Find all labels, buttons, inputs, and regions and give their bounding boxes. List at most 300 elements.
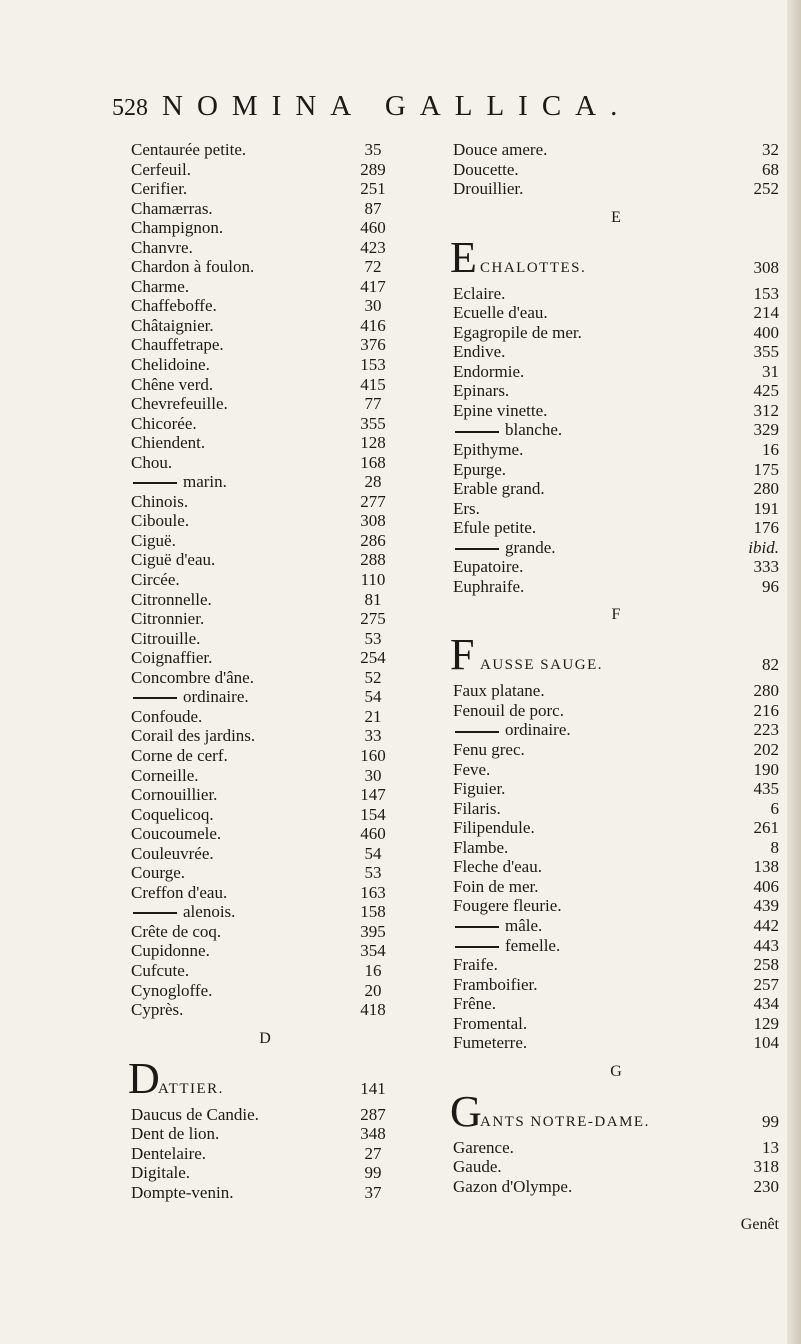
index-entry bbox=[453, 994, 779, 1014]
page-number: 528 bbox=[112, 95, 148, 121]
entry-page: 348 bbox=[360, 1124, 386, 1144]
entry-page: 16 bbox=[762, 440, 779, 460]
ditto-dash bbox=[455, 926, 499, 928]
entry-term: Coucoumele. bbox=[131, 824, 222, 844]
entry-term: Crête de coq. bbox=[131, 921, 222, 941]
entry-page: 202 bbox=[753, 740, 779, 760]
entry-page: 333 bbox=[753, 557, 779, 577]
lead-term: ATTIER. bbox=[158, 1080, 224, 1097]
drop-initial: E bbox=[450, 232, 477, 282]
entry-page: 154 bbox=[360, 804, 386, 824]
entry-term: Cyprès. bbox=[131, 1000, 184, 1020]
entry-page: 289 bbox=[360, 159, 386, 179]
index-entry bbox=[131, 316, 399, 336]
index-entry bbox=[453, 284, 779, 304]
left-column bbox=[128, 140, 399, 1202]
index-entry bbox=[131, 590, 399, 610]
drop-initial: F bbox=[450, 630, 475, 680]
index-entry bbox=[453, 779, 779, 799]
entry-page: 129 bbox=[753, 1013, 779, 1033]
entry-page: 287 bbox=[360, 1104, 386, 1124]
entry-page: 423 bbox=[360, 237, 386, 257]
index-entry bbox=[453, 720, 779, 740]
entry-term: Cynogloffe. bbox=[131, 980, 213, 1000]
entry-page: 417 bbox=[360, 276, 386, 296]
entry-page: 68 bbox=[762, 159, 779, 179]
entry-term: Coignaffier. bbox=[131, 648, 213, 668]
entry-term: Erable grand. bbox=[453, 479, 545, 499]
entry-page: 21 bbox=[364, 706, 382, 726]
index-entry bbox=[131, 1124, 399, 1144]
section-lead-entry bbox=[450, 630, 779, 681]
index-entry bbox=[453, 362, 779, 382]
entry-term: Citrouille. bbox=[131, 628, 201, 648]
index-entry bbox=[131, 570, 399, 590]
index-entry bbox=[453, 303, 779, 323]
catchword-row bbox=[453, 1196, 779, 1234]
entry-term: Fleche d'eau. bbox=[453, 857, 542, 877]
entry-page: 6 bbox=[770, 798, 779, 818]
entry-page: 158 bbox=[360, 902, 386, 922]
index-entry bbox=[453, 799, 779, 819]
entry-page: 230 bbox=[753, 1176, 779, 1196]
entry-page: 72 bbox=[364, 257, 382, 277]
entry-page: 435 bbox=[753, 779, 779, 799]
entry-page: 54 bbox=[364, 687, 382, 707]
entry-term: Châtaignier. bbox=[131, 315, 214, 335]
running-title: NOMINA GALLICA. bbox=[162, 90, 632, 122]
entry-page: 27 bbox=[364, 1143, 382, 1163]
entry-term: Concombre d'âne. bbox=[131, 667, 254, 687]
index-entry bbox=[131, 726, 399, 746]
entry-page: 355 bbox=[753, 342, 779, 362]
entry-page: 77 bbox=[364, 394, 382, 414]
entry-page: 110 bbox=[360, 570, 386, 590]
entry-page: 31 bbox=[762, 361, 779, 381]
entry-term: Chou. bbox=[131, 452, 173, 472]
entry-term: Drouillier. bbox=[453, 179, 524, 199]
entry-page: 30 bbox=[364, 765, 382, 785]
entry-page: 37 bbox=[364, 1182, 382, 1202]
catchword: Genêt bbox=[740, 1216, 779, 1234]
entry-term: Dentelaire. bbox=[131, 1143, 207, 1163]
entry-term: Charme. bbox=[131, 276, 190, 296]
ditto-dash bbox=[133, 912, 177, 914]
page-edge bbox=[787, 0, 801, 1344]
entry-term: Framboifier. bbox=[453, 974, 538, 994]
ditto-dash bbox=[133, 482, 177, 484]
index-entry bbox=[453, 323, 779, 343]
entry-term: Cupidonne. bbox=[131, 941, 210, 961]
entry-term: Centaurée petite. bbox=[131, 140, 247, 159]
entry-term: Corneille. bbox=[131, 765, 199, 785]
entry-term: ordinaire. bbox=[453, 720, 571, 740]
index-entry bbox=[453, 857, 779, 877]
entry-term: blanche. bbox=[453, 420, 562, 440]
entry-page: 251 bbox=[360, 179, 386, 199]
index-entry bbox=[453, 1033, 779, 1053]
index-entry bbox=[131, 414, 399, 434]
index-entry bbox=[131, 296, 399, 316]
entry-term: Frêne. bbox=[453, 994, 496, 1014]
index-entry bbox=[131, 1105, 399, 1125]
entry-page: 99 bbox=[364, 1163, 382, 1183]
index-entry bbox=[131, 746, 399, 766]
ditto-dash bbox=[133, 697, 177, 699]
entry-page: 104 bbox=[753, 1033, 779, 1053]
index-entry bbox=[131, 531, 399, 551]
index-entry bbox=[453, 401, 779, 421]
entry-page: 175 bbox=[753, 459, 779, 479]
index-entry bbox=[453, 342, 779, 362]
entry-page: 20 bbox=[364, 980, 382, 1000]
section-letter: D bbox=[259, 1029, 271, 1047]
index-entry bbox=[453, 681, 779, 701]
entry-term: Gazon d'Olympe. bbox=[453, 1176, 573, 1196]
entry-page: 277 bbox=[360, 491, 386, 511]
entry-page: 318 bbox=[753, 1157, 779, 1177]
index-entry bbox=[453, 916, 779, 936]
index-entry bbox=[453, 557, 779, 577]
index-entry bbox=[453, 179, 779, 199]
entry-page: 418 bbox=[360, 1000, 386, 1020]
entry-page: 460 bbox=[360, 218, 386, 238]
drop-initial: G bbox=[450, 1086, 482, 1136]
ditto-dash bbox=[455, 431, 499, 433]
index-entry bbox=[131, 355, 399, 375]
index-entry bbox=[131, 1183, 399, 1203]
entry-page: 81 bbox=[364, 589, 382, 609]
index-entry bbox=[453, 1177, 779, 1197]
index-entry bbox=[131, 160, 399, 180]
index-entry bbox=[131, 453, 399, 473]
entry-page: 191 bbox=[753, 498, 779, 518]
entry-page: 288 bbox=[360, 550, 386, 570]
entry-term: Cufcute. bbox=[131, 960, 190, 980]
entry-page: 87 bbox=[364, 198, 382, 218]
entry-term: Chanvre. bbox=[131, 237, 193, 257]
index-entry bbox=[131, 883, 399, 903]
index-entry bbox=[131, 375, 399, 395]
entry-page: 168 bbox=[360, 452, 386, 472]
index-entry bbox=[453, 518, 779, 538]
entry-page: 439 bbox=[753, 896, 779, 916]
index-entry bbox=[453, 818, 779, 838]
entry-page: 280 bbox=[753, 681, 779, 701]
entry-term: Chaffeboffe. bbox=[131, 296, 217, 316]
page-header bbox=[112, 90, 672, 123]
entry-term: Chiendent. bbox=[131, 433, 206, 453]
entry-page: 223 bbox=[753, 720, 779, 740]
entry-term: alenois. bbox=[131, 902, 235, 922]
entry-term: Euphraife. bbox=[453, 576, 525, 596]
entry-term: Chevrefeuille. bbox=[131, 394, 228, 414]
section-lead-entry bbox=[450, 1086, 779, 1138]
entry-page: 312 bbox=[753, 400, 779, 420]
index-entry bbox=[131, 687, 399, 707]
entry-term: mâle. bbox=[453, 916, 542, 936]
index-entry bbox=[453, 440, 779, 460]
entry-page: 163 bbox=[360, 882, 386, 902]
entry-term: Chauffetrape. bbox=[131, 335, 224, 355]
entry-term: Coquelicoq. bbox=[131, 804, 214, 824]
ditto-dash bbox=[455, 548, 499, 550]
entry-term: Fenu grec. bbox=[453, 740, 525, 760]
entry-page: 176 bbox=[753, 518, 779, 538]
index-entry bbox=[131, 199, 399, 219]
entry-term: Doucette. bbox=[453, 159, 519, 179]
entry-term: Faux platane. bbox=[453, 681, 545, 701]
index-entry bbox=[453, 499, 779, 519]
index-entry bbox=[453, 936, 779, 956]
entry-page: 308 bbox=[360, 511, 386, 531]
entry-page: 376 bbox=[360, 335, 386, 355]
index-entry bbox=[131, 492, 399, 512]
entry-page: 96 bbox=[762, 576, 779, 596]
index-entry bbox=[131, 863, 399, 883]
index-entry bbox=[131, 394, 399, 414]
entry-term: Digitale. bbox=[131, 1163, 191, 1183]
index-entry bbox=[131, 218, 399, 238]
entry-page: 400 bbox=[753, 322, 779, 342]
entry-page: 434 bbox=[753, 994, 779, 1014]
entry-term: Filaris. bbox=[453, 798, 501, 818]
entry-page: 354 bbox=[360, 941, 386, 961]
entry-page: 141 bbox=[360, 1078, 386, 1098]
entry-term: Foin de mer. bbox=[453, 876, 539, 896]
entry-term: grande. bbox=[453, 538, 556, 558]
entry-term: Dent de lion. bbox=[131, 1124, 220, 1144]
index-entry bbox=[453, 479, 779, 499]
index-entry bbox=[131, 277, 399, 297]
entry-page: 252 bbox=[753, 179, 779, 199]
entry-page: 442 bbox=[753, 915, 779, 935]
index-entry bbox=[453, 160, 779, 180]
entry-term: Chinois. bbox=[131, 491, 189, 511]
entry-page: 54 bbox=[364, 843, 382, 863]
entry-term: Fougere fleurie. bbox=[453, 896, 562, 916]
entry-term: Filipendule. bbox=[453, 818, 535, 838]
entry-page: 52 bbox=[364, 667, 382, 687]
index-entry bbox=[453, 760, 779, 780]
index-entry bbox=[453, 877, 779, 897]
entry-term: marin. bbox=[131, 472, 227, 492]
entry-page: 425 bbox=[753, 381, 779, 401]
index-entry bbox=[453, 740, 779, 760]
entry-page: 416 bbox=[360, 315, 386, 335]
entry-term: Ecuelle d'eau. bbox=[453, 303, 548, 323]
entry-term: Chêne verd. bbox=[131, 374, 214, 394]
index-entry bbox=[453, 896, 779, 916]
entry-page: 329 bbox=[753, 420, 779, 440]
entry-term: Flambe. bbox=[453, 837, 509, 857]
index-entry bbox=[131, 609, 399, 629]
index-entry bbox=[131, 707, 399, 727]
entry-term: Chardon à foulon. bbox=[131, 257, 255, 277]
index-entry bbox=[131, 238, 399, 258]
entry-term: Corail des jardins. bbox=[131, 726, 256, 746]
index-entry bbox=[131, 961, 399, 981]
lead-term: CHALOTTES. bbox=[480, 259, 587, 276]
entry-term: Creffon d'eau. bbox=[131, 882, 228, 902]
entry-page: 33 bbox=[364, 726, 382, 746]
index-entry bbox=[131, 179, 399, 199]
entry-term: Fraife. bbox=[453, 955, 498, 975]
entry-term: Douce amere. bbox=[453, 140, 548, 159]
entry-term: Figuier. bbox=[453, 779, 506, 799]
entry-page: 308 bbox=[753, 257, 779, 277]
index-entry bbox=[453, 577, 779, 597]
entry-term: ordinaire. bbox=[131, 687, 249, 707]
index-entry bbox=[453, 975, 779, 995]
index-entry bbox=[131, 824, 399, 844]
index-entry bbox=[131, 1000, 399, 1020]
entry-page: 13 bbox=[762, 1137, 779, 1157]
entry-page: 128 bbox=[360, 433, 386, 453]
entry-term: Champignon. bbox=[131, 218, 224, 238]
entry-term: Chicorée. bbox=[131, 413, 197, 433]
entry-page: 82 bbox=[762, 655, 779, 675]
index-entry bbox=[131, 140, 399, 160]
entry-term: Fromental. bbox=[453, 1013, 528, 1033]
index-entry bbox=[453, 838, 779, 858]
section-lead-entry bbox=[128, 1053, 399, 1105]
entry-term: Garence. bbox=[453, 1137, 514, 1157]
index-entry bbox=[131, 785, 399, 805]
index-entry bbox=[131, 257, 399, 277]
entry-term: Ciguë d'eau. bbox=[131, 550, 216, 570]
index-entry bbox=[131, 668, 399, 688]
entry-term: Feve. bbox=[453, 759, 491, 779]
entry-term: Epithyme. bbox=[453, 440, 524, 460]
index-entry bbox=[453, 538, 779, 558]
entry-term: Chelidoine. bbox=[131, 355, 210, 375]
index-entry bbox=[131, 335, 399, 355]
entry-page: 16 bbox=[364, 960, 382, 980]
entry-page: 153 bbox=[360, 355, 386, 375]
entry-page: 53 bbox=[364, 863, 382, 883]
ditto-dash bbox=[455, 946, 499, 948]
entry-term: Courge. bbox=[131, 863, 185, 883]
index-entry bbox=[131, 766, 399, 786]
entry-page: 190 bbox=[753, 759, 779, 779]
entry-page: 8 bbox=[770, 837, 779, 857]
entry-term: Couleuvrée. bbox=[131, 843, 214, 863]
section-lead-entry bbox=[450, 232, 779, 284]
entry-page: 286 bbox=[360, 530, 386, 550]
entry-page: 355 bbox=[360, 413, 386, 433]
entry-page: 214 bbox=[753, 303, 779, 323]
index-entry bbox=[131, 472, 399, 492]
index-entry bbox=[131, 922, 399, 942]
entry-term: Cerifier. bbox=[131, 179, 188, 199]
entry-term: femelle. bbox=[453, 936, 560, 956]
entry-page: 406 bbox=[753, 876, 779, 896]
entry-term: Epurge. bbox=[453, 459, 507, 479]
ditto-dash bbox=[455, 731, 499, 733]
entry-page: 395 bbox=[360, 921, 386, 941]
entry-term: Cerfeuil. bbox=[131, 159, 191, 179]
index-entry bbox=[453, 420, 779, 440]
index-entry bbox=[131, 648, 399, 668]
entry-term: Epinars. bbox=[453, 381, 510, 401]
section-letter: E bbox=[611, 208, 621, 226]
entry-page: 216 bbox=[753, 700, 779, 720]
index-entry bbox=[131, 1144, 399, 1164]
entry-term: Cornouillier. bbox=[131, 785, 218, 805]
entry-term: Endive. bbox=[453, 342, 506, 362]
entry-page: 35 bbox=[364, 140, 382, 159]
index-entry bbox=[453, 381, 779, 401]
entry-term: Eclaire. bbox=[453, 283, 506, 303]
entry-page: 443 bbox=[753, 935, 779, 955]
right-column bbox=[450, 140, 779, 1234]
entry-page: 160 bbox=[360, 745, 386, 765]
entry-page: 32 bbox=[762, 140, 779, 159]
index-entry bbox=[131, 629, 399, 649]
entry-term: Ciguë. bbox=[131, 530, 176, 550]
entry-term: Eupatoire. bbox=[453, 557, 524, 577]
entry-page: 257 bbox=[753, 974, 779, 994]
entry-term: Citronnelle. bbox=[131, 589, 212, 609]
entry-term: Daucus de Candie. bbox=[131, 1104, 259, 1124]
index-entry bbox=[453, 1138, 779, 1158]
entry-term: Chamærras. bbox=[131, 198, 213, 218]
entry-term: Confoude. bbox=[131, 706, 203, 726]
section-letter: G bbox=[610, 1062, 622, 1080]
index-entry bbox=[131, 902, 399, 922]
entry-page: 99 bbox=[762, 1111, 779, 1131]
section-letter: F bbox=[611, 606, 621, 624]
index-entry bbox=[131, 805, 399, 825]
entry-term: Dompte-venin. bbox=[131, 1182, 234, 1202]
lead-term: AUSSE SAUGE. bbox=[480, 657, 604, 674]
index-entry bbox=[131, 1163, 399, 1183]
entry-term: Epine vinette. bbox=[453, 400, 548, 420]
entry-term: Endormie. bbox=[453, 361, 525, 381]
entry-page: 138 bbox=[753, 857, 779, 877]
entry-page: 415 bbox=[360, 374, 386, 394]
entry-page: 53 bbox=[364, 628, 382, 648]
entry-term: Fumeterre. bbox=[453, 1033, 528, 1053]
entry-page: 261 bbox=[753, 818, 779, 838]
index-entry bbox=[131, 550, 399, 570]
index-entry bbox=[453, 701, 779, 721]
index-entry bbox=[453, 1157, 779, 1177]
entry-term: Fenouil de porc. bbox=[453, 700, 564, 720]
entry-page: ibid. bbox=[748, 537, 779, 557]
entry-term: Circée. bbox=[131, 570, 180, 590]
entry-page: 28 bbox=[364, 472, 382, 492]
index-entry bbox=[131, 981, 399, 1001]
index-entry bbox=[131, 511, 399, 531]
entry-page: 275 bbox=[360, 609, 386, 629]
index-entry bbox=[453, 955, 779, 975]
entry-page: 30 bbox=[364, 296, 382, 316]
entry-term: Gaude. bbox=[453, 1157, 502, 1177]
entry-page: 460 bbox=[360, 824, 386, 844]
entry-page: 153 bbox=[753, 283, 779, 303]
entry-term: Ciboule. bbox=[131, 511, 190, 531]
entry-page: 280 bbox=[753, 479, 779, 499]
entry-term: Ers. bbox=[453, 498, 480, 518]
drop-initial: D bbox=[128, 1053, 160, 1103]
index-entry bbox=[453, 460, 779, 480]
entry-term: Corne de cerf. bbox=[131, 745, 228, 765]
entry-page: 147 bbox=[360, 785, 386, 805]
index-entry bbox=[453, 140, 779, 160]
index-entry bbox=[131, 433, 399, 453]
